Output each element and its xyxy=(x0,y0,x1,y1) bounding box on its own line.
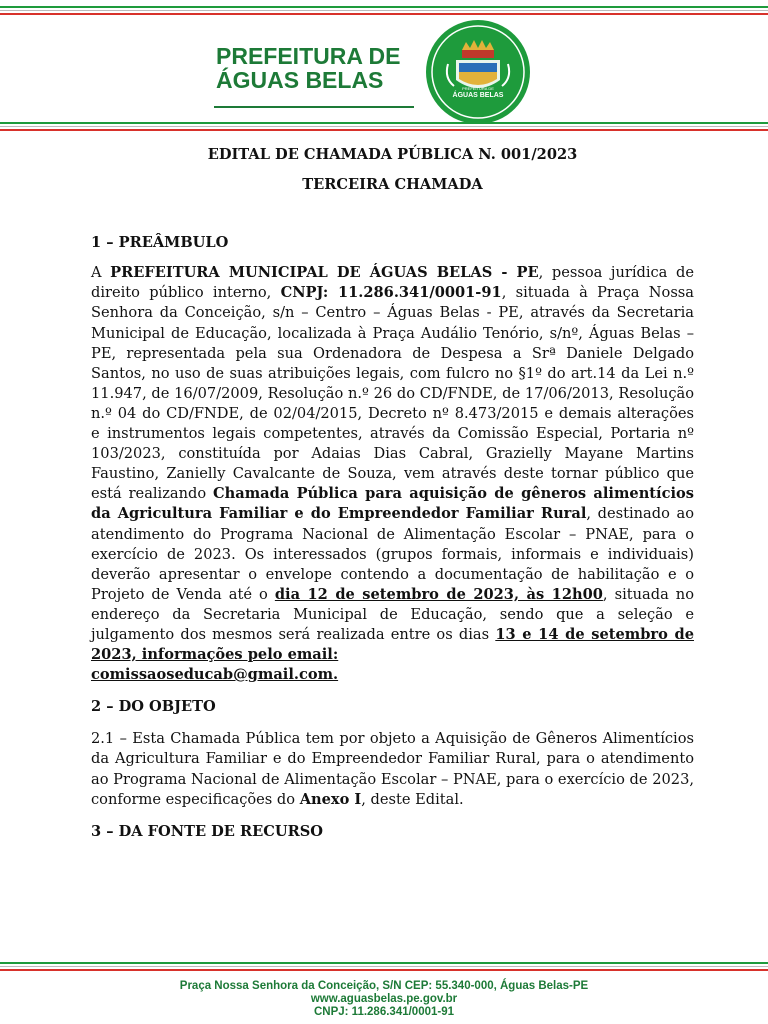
footer-address: Praça Nossa Senhora da Conceição, S/N CEP: 55.340-000, Águas Belas-PE xyxy=(179,980,589,992)
document-subtitle: TERCEIRA CHAMADA xyxy=(302,176,483,194)
section-3-heading: 3 – DA FONTE DE RECURSO xyxy=(91,822,323,840)
letterhead xyxy=(0,18,768,118)
letterhead-title-line2: ÁGUAS BELAS xyxy=(216,67,384,93)
preamble-text-g: , destinado ao atendimento do Programa Nacional de Alimentação Escolar – PNAE, para o exercício de 2023. Os interessados (grupos formais, informais e individuais) deverão apresentar o envelope contendo a documentação de habilitação e o Projeto de Venda até o xyxy=(91,505,694,603)
contact-email-link[interactable]: comissaoseducab@gmail.com. xyxy=(91,666,339,684)
preamble-text-a: A xyxy=(91,264,111,282)
preamble-judgement-dates: 13 e 14 de setembro de 2023, informações pelo email: xyxy=(91,625,694,664)
preamble-deadline: dia 12 de setembro de 2023, às 12h00 xyxy=(274,585,603,603)
object-text-c: , deste Edital. xyxy=(361,790,464,808)
header-color-stripes xyxy=(0,122,768,133)
document-body xyxy=(91,145,694,842)
preamble-text-e: , situada à Praça Nossa Senhora da Conceição, s/n – Centro – Águas Belas - PE, através da Secretaria Municipal de Educação, localizada à Praça Audálio Tenório, s/nº, Águas Belas – PE, representada pela sua Ordenadora de Despesa a Srª Daniele Delgado Santos, no uso de suas atribuições legais, com fulcro no §1º do art.14 da Lei n.º 11.947, de 16/07/2009, Resolução n.º 26 do CD/FNDE, de 17/06/2013, Resolução n.º 04 do CD/FNDE, de 02/04/2015, Decreto nº 8.473/2015 e demais alterações e instrumentos legais competentes, através da Comissão Especial, Portaria nº 103/2023, constituída por Adaias Dias Cabral, Grazielly Mayane Martins Faustino, Zanielly Cavalcante de Souza, vem através deste tornar público que está realizando xyxy=(91,284,695,503)
preamble-email-line xyxy=(91,665,694,685)
preamble-entity-name: PREFEITURA MUNICIPAL DE ÁGUAS BELAS - PE xyxy=(110,264,539,282)
letterhead-title xyxy=(216,44,400,92)
seal-city-text: ÁGUAS BELAS xyxy=(452,92,504,99)
section-2-heading: 2 – DO OBJETO xyxy=(91,698,216,716)
municipal-seal-logo xyxy=(426,20,530,124)
preamble-paragraph xyxy=(91,263,694,665)
footer-website[interactable]: www.aguasbelas.pe.gov.br xyxy=(310,993,458,1005)
preamble-call-object: Chamada Pública para aquisição de gêneros alimentícios da Agricultura Familiar e do Empreendedor Familiar Rural xyxy=(91,485,694,523)
preamble-text-c: , pessoa jurídica de direito público interno, xyxy=(91,264,694,302)
coat-of-arms-icon xyxy=(426,20,530,124)
object-text-a: 2.1 – Esta Chamada Pública tem por objeto a Aquisição de Gêneros Alimentícios da Agricultura Familiar e do Empreendedor Familiar Rural, para o atendimento ao Programa Nacional de Alimentação Escolar – PNAE, para o exercício de 2023, conforme especificações do xyxy=(91,730,694,808)
footer-color-stripes xyxy=(0,962,768,973)
letterhead-rule xyxy=(214,106,414,108)
document-title: EDITAL DE CHAMADA PÚBLICA N. 001/2023 xyxy=(207,146,578,163)
object-paragraph xyxy=(91,729,694,809)
annex-reference: Anexo I xyxy=(299,790,362,808)
preamble-text-i: , situada no endereço da Secretaria Municipal de Educação, sendo que a seleção e julgamento dos mesmos será realizada entre os dias xyxy=(91,585,694,643)
letterhead-title-line1: PREFEITURA DE xyxy=(216,43,401,69)
preamble-cnpj: CNPJ: 11.286.341/0001-91 xyxy=(280,284,502,302)
top-color-stripes xyxy=(0,6,768,17)
letterhead-footer xyxy=(0,980,768,1019)
seal-prefeitura-text: PREFEITURA DE xyxy=(462,86,494,91)
section-1-heading: 1 – PREÂMBULO xyxy=(91,234,229,252)
footer-cnpj: CNPJ: 11.286.341/0001-91 xyxy=(313,1006,455,1018)
